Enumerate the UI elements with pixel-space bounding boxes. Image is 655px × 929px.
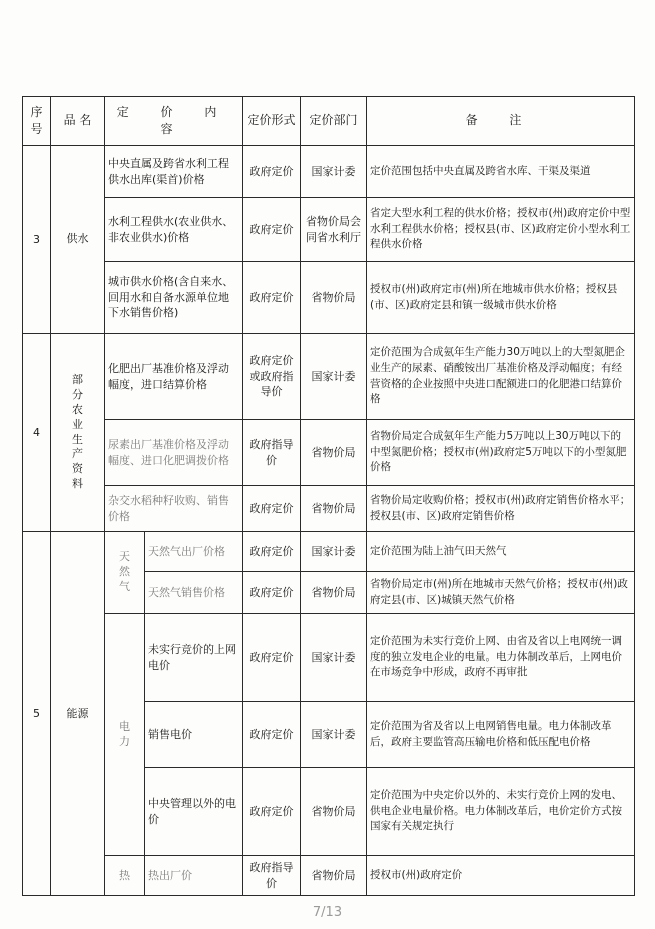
dept-cell: 国家计委 xyxy=(301,702,367,768)
seq-cell: 3 xyxy=(23,146,51,334)
dept-cell: 国家计委 xyxy=(301,614,367,702)
content-cell: 中央管理以外的电价 xyxy=(145,768,243,856)
form-cell: 政府定价 xyxy=(243,532,301,572)
table-row xyxy=(23,486,635,532)
content-cell: 未实行竞价的上网电价 xyxy=(145,614,243,702)
subcategory-gas: 天然气 xyxy=(105,532,145,614)
content-cell: 水利工程供水(农业供水、非农业供水)价格 xyxy=(105,198,243,262)
remark-cell: 省物价局定收购价格；授权市(州)政府定销售价格水平；授权县(市、区)政府定销售价格 xyxy=(367,486,635,532)
subcategory-power: 电力 xyxy=(105,614,145,856)
remark-cell: 省物价局定市(州)所在地城市天然气价格；授权市(州)政府定县(市、区)城镇天然气价格 xyxy=(367,572,635,614)
dept-cell: 省物价局 xyxy=(301,486,367,532)
dept-cell: 国家计委 xyxy=(301,146,367,198)
header-dept: 定价部门 xyxy=(301,97,367,146)
remark-cell: 定价范围为中央定价以外的、未实行竞价上网的发电、供电企业电量价格。电力体制改革后，电价定价方式按国家有关规定执行 xyxy=(367,768,635,856)
form-cell: 政府指导价 xyxy=(243,856,301,896)
page-number: 7/13 xyxy=(312,905,343,920)
pricing-catalog-table xyxy=(22,96,635,896)
content-cell: 天然气销售价格 xyxy=(145,572,243,614)
content-cell: 尿素出厂基准价格及浮动幅度、进口化肥调拨价格 xyxy=(105,420,243,486)
remark-cell: 定价范围为合成氨年生产能力30万吨以上的大型氮肥企业生产的尿素、硝酸铵出厂基准价格及浮动幅度；有经营资格的企业按照中央进口配额进口的化肥港口结算价格 xyxy=(367,334,635,420)
seq-cell: 4 xyxy=(23,334,51,532)
form-cell: 政府定价 xyxy=(243,486,301,532)
table-row xyxy=(23,532,635,572)
form-cell: 政府定价 xyxy=(243,146,301,198)
table-row xyxy=(23,334,635,420)
dept-cell: 国家计委 xyxy=(301,532,367,572)
table-row xyxy=(23,262,635,334)
header-seq: 序号 xyxy=(23,97,51,146)
content-cell: 中央直属及跨省水利工程供水出库(渠首)价格 xyxy=(105,146,243,198)
content-cell: 天然气出厂价格 xyxy=(145,532,243,572)
table-row xyxy=(23,856,635,896)
table-row xyxy=(23,614,635,702)
product-cell: 部分农业生产资料 xyxy=(51,334,105,532)
form-cell: 政府定价或政府指导价 xyxy=(243,334,301,420)
remark-cell: 定价范围为省及省以上电网销售电量。电力体制改革后，政府主要监管高压输电价格和低压配电价格 xyxy=(367,702,635,768)
remark-cell: 授权市(州)政府定市(州)所在地城市供水价格；授权县(市、区)政府定县和镇一级城市供水价格 xyxy=(367,262,635,334)
table-row xyxy=(23,420,635,486)
header-row xyxy=(23,97,635,146)
dept-cell: 国家计委 xyxy=(301,334,367,420)
dept-cell: 省物价局会同省水利厅 xyxy=(301,198,367,262)
form-cell: 政府定价 xyxy=(243,702,301,768)
form-cell: 政府定价 xyxy=(243,262,301,334)
remark-cell: 定价范围为陆上油气田天然气 xyxy=(367,532,635,572)
form-cell: 政府定价 xyxy=(243,768,301,856)
dept-cell: 省物价局 xyxy=(301,856,367,896)
remark-cell: 省定大型水利工程的供水价格；授权市(州)政府定价中型水利工程供水价格；授权县(市、区)政府定价小型水利工程供水价格 xyxy=(367,198,635,262)
dept-cell: 省物价局 xyxy=(301,768,367,856)
remark-cell: 省物价局定合成氨年生产能力5万吨以上30万吨以下的中型氮肥价格；授权市(州)政府定5万吨以下的小型氮肥价格 xyxy=(367,420,635,486)
product-cell: 能源 xyxy=(51,532,105,896)
header-form: 定价形式 xyxy=(243,97,301,146)
seq-cell: 5 xyxy=(23,532,51,896)
header-product: 品 名 xyxy=(51,97,105,146)
header-content: 定 价 内 容 xyxy=(105,97,243,146)
dept-cell: 省物价局 xyxy=(301,420,367,486)
header-remark: 备 注 xyxy=(367,97,635,146)
table-row xyxy=(23,198,635,262)
remark-cell: 定价范围包括中央直属及跨省水库、干渠及渠道 xyxy=(367,146,635,198)
table-row xyxy=(23,146,635,198)
dept-cell: 省物价局 xyxy=(301,262,367,334)
product-cell: 供水 xyxy=(51,146,105,334)
content-cell: 销售电价 xyxy=(145,702,243,768)
subcategory-heat: 热 xyxy=(105,856,145,896)
form-cell: 政府指导价 xyxy=(243,420,301,486)
content-cell: 热出厂价 xyxy=(145,856,243,896)
dept-cell: 省物价局 xyxy=(301,572,367,614)
content-cell: 化肥出厂基准价格及浮动幅度，进口结算价格 xyxy=(105,334,243,420)
content-cell: 城市供水价格(含自来水、回用水和自备水源单位地下水销售价格) xyxy=(105,262,243,334)
form-cell: 政府定价 xyxy=(243,572,301,614)
remark-cell: 授权市(州)政府定价 xyxy=(367,856,635,896)
form-cell: 政府定价 xyxy=(243,198,301,262)
form-cell: 政府定价 xyxy=(243,614,301,702)
content-cell: 杂交水稻种籽收购、销售价格 xyxy=(105,486,243,532)
remark-cell: 定价范围为未实行竞价上网、由省及省以上电网统一调度的独立发电企业的电量。电力体制改革后，上网电价在市场竞争中形成，政府不再审批 xyxy=(367,614,635,702)
